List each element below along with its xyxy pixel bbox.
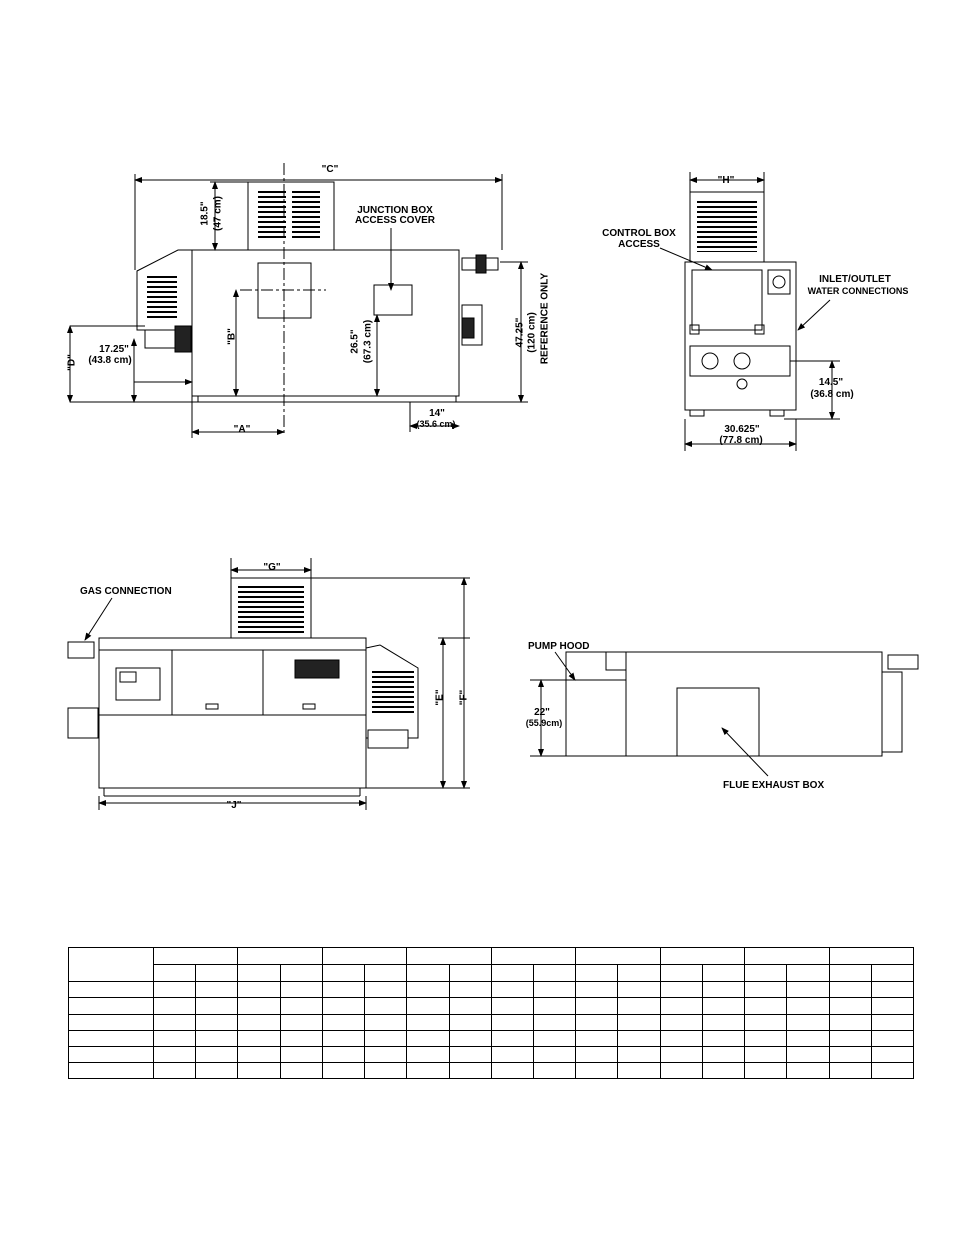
table-cell: [322, 982, 364, 998]
table-cell: [238, 1014, 280, 1030]
table-cell: [702, 1014, 744, 1030]
table-cell: [449, 1014, 491, 1030]
control-box-label: CONTROL BOX: [602, 228, 676, 239]
table-cell: [196, 1046, 238, 1062]
table-cell: [196, 1014, 238, 1030]
jbox-height-cm-label: (67.3 cm): [362, 319, 374, 364]
table-cell: [449, 982, 491, 998]
rear-offset-label: 14": [429, 408, 445, 419]
table-cell: [407, 1014, 449, 1030]
side-view-drawing: [660, 172, 840, 451]
table-cell: [238, 1030, 280, 1046]
table-body: [69, 982, 914, 1079]
table-cell: [829, 998, 871, 1014]
conn-height-label: 14.5": [818, 377, 844, 388]
table-cell: [533, 1062, 575, 1078]
table-cell: [280, 1046, 322, 1062]
table-cell: [533, 1014, 575, 1030]
table-cell: [702, 1046, 744, 1062]
table-cell: [196, 998, 238, 1014]
table-cell: [280, 965, 322, 982]
table-cell: [322, 1046, 364, 1062]
table-cell: [280, 998, 322, 1014]
table-cell: [280, 1030, 322, 1046]
table-cell: [365, 1014, 407, 1030]
table-cell: [491, 965, 533, 982]
table-cell: [69, 982, 154, 998]
table-cell: [829, 948, 914, 965]
table-cell: [871, 1046, 913, 1062]
table-cell: [787, 998, 829, 1014]
gas-height-label: 17.25": [99, 344, 129, 355]
table-cell: [154, 1030, 196, 1046]
table-cell: [365, 982, 407, 998]
table-cell: [660, 998, 702, 1014]
table-cell: [280, 982, 322, 998]
water-connections-label: WATER CONNECTIONS: [807, 286, 909, 296]
table-cell: [407, 998, 449, 1014]
rear-offset-cm-label: (35.6 cm): [416, 419, 456, 429]
table-cell: [407, 948, 491, 965]
table-cell: [702, 1062, 744, 1078]
table-cell: [871, 1062, 913, 1078]
table-cell: [491, 982, 533, 998]
front-view-drawing: [70, 163, 528, 438]
table-cell: [576, 1062, 618, 1078]
table-cell: [154, 982, 196, 998]
table-cell: [871, 1030, 913, 1046]
table-cell: [745, 965, 787, 982]
table-cell: [491, 1014, 533, 1030]
conn-height-cm-label: (36.8 cm): [810, 389, 854, 400]
inlet-outlet-label: INLET/OUTLET: [819, 274, 891, 285]
table-cell: [196, 965, 238, 982]
table-cell: [787, 1046, 829, 1062]
table-cell: [871, 982, 913, 998]
table-cell: [576, 948, 660, 965]
table-row: [69, 998, 914, 1014]
table-cell: [69, 1030, 154, 1046]
table-cell: [745, 998, 787, 1014]
dim-h-label: "H": [717, 175, 735, 186]
table-cell: [69, 1014, 154, 1030]
table-cell: [407, 1046, 449, 1062]
table-cell: [449, 1046, 491, 1062]
table-cell: [618, 1046, 660, 1062]
table-cell: [660, 965, 702, 982]
table-cell: [618, 1014, 660, 1030]
table-cell: [576, 1030, 618, 1046]
table-row: [69, 982, 914, 998]
table-cell: [280, 1014, 322, 1030]
dimension-table: [68, 947, 914, 1079]
table-cell: [238, 948, 322, 965]
gas-height-cm-label: (43.8 cm): [88, 355, 132, 366]
reference-only-label: REFERENCE ONLY: [539, 272, 551, 365]
table-cell: [576, 1046, 618, 1062]
table-cell: [702, 982, 744, 998]
table-cell: [660, 1046, 702, 1062]
table-cell: [238, 1046, 280, 1062]
table-cell: [702, 998, 744, 1014]
gas-connection-label: GAS CONNECTION: [80, 586, 172, 597]
table-cell: [787, 1062, 829, 1078]
pump-hood-label: PUMP HOOD: [528, 641, 590, 652]
hood-height-cm-label: (55.9cm): [525, 718, 563, 728]
table-cell: [702, 965, 744, 982]
table-cell: [829, 1046, 871, 1062]
table-row: [69, 1030, 914, 1046]
dim-f-label: "F": [458, 689, 470, 706]
table-cell: [69, 1046, 154, 1062]
table-cell: [618, 998, 660, 1014]
dim-e-label: "E": [434, 689, 446, 706]
table-cell: [745, 1046, 787, 1062]
table-cell: [702, 1030, 744, 1046]
table-cell: [787, 1014, 829, 1030]
table-cell: [829, 982, 871, 998]
table-cell: [618, 1062, 660, 1078]
table-cell: [618, 1030, 660, 1046]
table-cell: [322, 1014, 364, 1030]
table-cell: [829, 1030, 871, 1046]
table-cell: [365, 998, 407, 1014]
table-cell: [576, 998, 618, 1014]
junction-box-label: JUNCTION BOX: [357, 205, 433, 216]
flue-exhaust-box-label: FLUE EXHAUST BOX: [723, 780, 825, 791]
table-cell: [491, 998, 533, 1014]
vent-height-cm-label: (47 cm): [212, 196, 224, 232]
table-cell: [238, 998, 280, 1014]
table-cell: [154, 1062, 196, 1078]
table-cell: [787, 965, 829, 982]
table-cell: [322, 1062, 364, 1078]
table-cell: [576, 1014, 618, 1030]
table-row: [69, 1046, 914, 1062]
table-cell: [69, 1062, 154, 1078]
table-cell: [407, 1062, 449, 1078]
table-cell: [154, 1046, 196, 1062]
table-cell: [407, 965, 449, 982]
table-cell: [660, 948, 744, 965]
table-cell: [365, 965, 407, 982]
table-cell: [449, 1030, 491, 1046]
table-cell: [871, 998, 913, 1014]
table-cell: [618, 982, 660, 998]
dim-b-label: "B": [226, 328, 238, 345]
table-cell: [69, 948, 154, 982]
table-cell: [196, 982, 238, 998]
ref-height-cm-label: (120 cm): [526, 312, 538, 353]
table-cell: [491, 948, 575, 965]
access-label: ACCESS: [618, 239, 660, 250]
table-cell: [576, 965, 618, 982]
table-cell: [660, 1062, 702, 1078]
table-cell: [871, 965, 913, 982]
table-cell: [533, 998, 575, 1014]
table-cell: [238, 1062, 280, 1078]
table-cell: [365, 1046, 407, 1062]
table-cell: [618, 965, 660, 982]
table-cell: [787, 982, 829, 998]
table-header-row: [69, 948, 914, 965]
table-cell: [154, 1014, 196, 1030]
dim-j-label: "J": [226, 800, 242, 811]
dim-c-label: "C": [321, 164, 339, 175]
table-cell: [449, 1062, 491, 1078]
table-cell: [533, 1030, 575, 1046]
table-cell: [196, 1062, 238, 1078]
dim-d-label: "D": [66, 354, 78, 371]
width-cm-label: (77.8 cm): [719, 435, 763, 446]
dim-g-label: "G": [263, 562, 281, 573]
table-cell: [787, 1030, 829, 1046]
table-cell: [745, 1062, 787, 1078]
table-cell: [365, 1062, 407, 1078]
table-cell: [238, 965, 280, 982]
table-cell: [871, 1014, 913, 1030]
table-cell: [576, 982, 618, 998]
table-cell: [449, 998, 491, 1014]
table-cell: [660, 1030, 702, 1046]
ref-height-label: 47.25": [514, 317, 526, 348]
table-cell: [449, 965, 491, 982]
hood-height-label: 22": [534, 707, 550, 718]
table-cell: [322, 965, 364, 982]
table-cell: [322, 1030, 364, 1046]
table-cell: [238, 982, 280, 998]
table-cell: [69, 998, 154, 1014]
table-cell: [533, 982, 575, 998]
table-cell: [491, 1030, 533, 1046]
table-cell: [745, 948, 829, 965]
table-cell: [154, 948, 238, 965]
vent-height-label: 18.5": [199, 201, 211, 226]
table-row: [69, 1014, 914, 1030]
table-cell: [660, 1014, 702, 1030]
table-cell: [407, 982, 449, 998]
table-cell: [196, 1030, 238, 1046]
jbox-height-label: 26.5": [349, 329, 361, 354]
table-cell: [745, 1014, 787, 1030]
table-cell: [154, 998, 196, 1014]
table-cell: [154, 965, 196, 982]
table-cell: [491, 1062, 533, 1078]
table-cell: [533, 965, 575, 982]
table-row: [69, 1062, 914, 1078]
access-cover-label: ACCESS COVER: [354, 215, 435, 226]
table-cell: [322, 948, 406, 965]
top-view-drawing: [530, 652, 918, 776]
table-cell: [491, 1046, 533, 1062]
table-cell: [745, 1030, 787, 1046]
table-cell: [829, 965, 871, 982]
table-cell: [829, 1062, 871, 1078]
table-cell: [322, 998, 364, 1014]
table-cell: [407, 1030, 449, 1046]
width-label: 30.625": [724, 424, 760, 435]
table-cell: [829, 1014, 871, 1030]
dim-a-label: "A": [233, 424, 251, 435]
table-cell: [660, 982, 702, 998]
table-subheader-row: [69, 965, 914, 982]
table-cell: [280, 1062, 322, 1078]
table-cell: [533, 1046, 575, 1062]
table-cell: [745, 982, 787, 998]
table-cell: [365, 1030, 407, 1046]
